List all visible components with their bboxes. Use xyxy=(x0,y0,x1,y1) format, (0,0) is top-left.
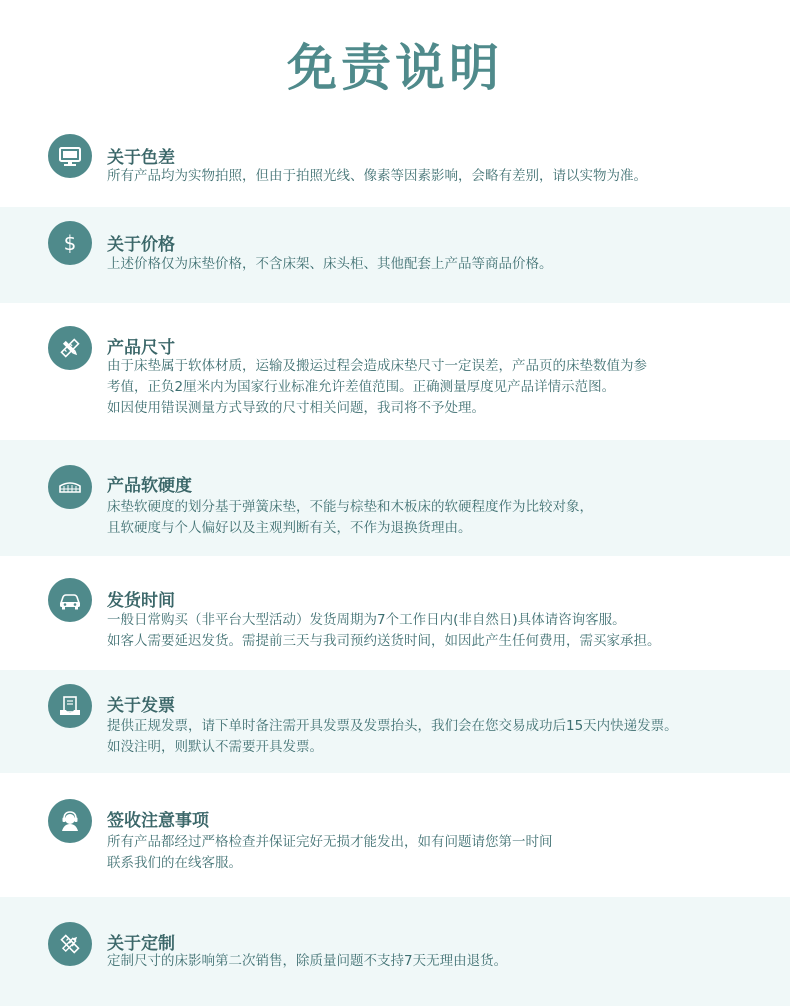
page-title: 免责说明 xyxy=(287,39,503,97)
section-title: 产品尺寸 xyxy=(107,338,175,358)
section-body: 所有产品均为实物拍照，但由于拍照光线、像素等因素影响，会略有差别，请以实物为准。 xyxy=(107,168,647,184)
section-body: 所有产品都经过严格检查并保证完好无损才能发出，如有问题请您第一时间 联系我们的在线客服。 xyxy=(107,834,553,871)
ruler-pencil-icon xyxy=(48,326,92,370)
section-body: 上述价格仅为床垫价格，不含床架、床头柜、其他配套上产品等商品价格。 xyxy=(107,256,553,272)
section-body: 提供正规发票，请下单时备注需开具发票及发票抬头，我们会在您交易成功后15天内快递发票。 如没注明，则默认不需要开具发票。 xyxy=(107,718,678,755)
monitor-icon xyxy=(48,134,92,178)
car-icon xyxy=(48,578,92,622)
section-title: 关于价格 xyxy=(107,235,175,255)
svg-text:$: $ xyxy=(63,231,77,255)
section-title: 关于定制 xyxy=(107,934,175,954)
section-body: 由于床垫属于软体材质，运输及搬运过程会造成床垫尺寸一定误差，产品页的床垫数值为参 考值，正负2厘米内为国家行业标准允许差值范围。正确测量厚度见产品详情示范图。 如因使用错误测量方式导致的尺寸相关问题，我司将不予处理。 xyxy=(107,358,647,416)
section-title: 关于色差 xyxy=(107,148,175,168)
section-title: 产品软硬度 xyxy=(107,476,192,496)
customer-service-icon xyxy=(48,799,92,843)
section-body: 一般日常购买（非平台大型活动）发货周期为7个工作日内(非自然日)具体请咨询客服。 如客人需要延迟发货。需提前三天与我司预约送货时间，如因此产生任何费用，需买家承担。 xyxy=(107,612,661,649)
mattress-icon xyxy=(48,465,92,509)
section-title: 发货时间 xyxy=(107,591,175,611)
section-body: 床垫软硬度的划分基于弹簧床垫，不能与棕垫和木板床的软硬程度作为比较对象， 且软硬度与个人偏好以及主观判断有关，不作为退换货理由。 xyxy=(107,499,593,536)
section-title: 签收注意事项 xyxy=(107,811,209,831)
invoice-icon xyxy=(48,684,92,728)
section-body: 定制尺寸的床影响第二次销售，除质量问题不支持7天无理由退货。 xyxy=(107,953,508,969)
section-title: 关于发票 xyxy=(107,696,175,716)
custom-tools-icon xyxy=(48,922,92,966)
dollar-icon xyxy=(48,221,92,265)
